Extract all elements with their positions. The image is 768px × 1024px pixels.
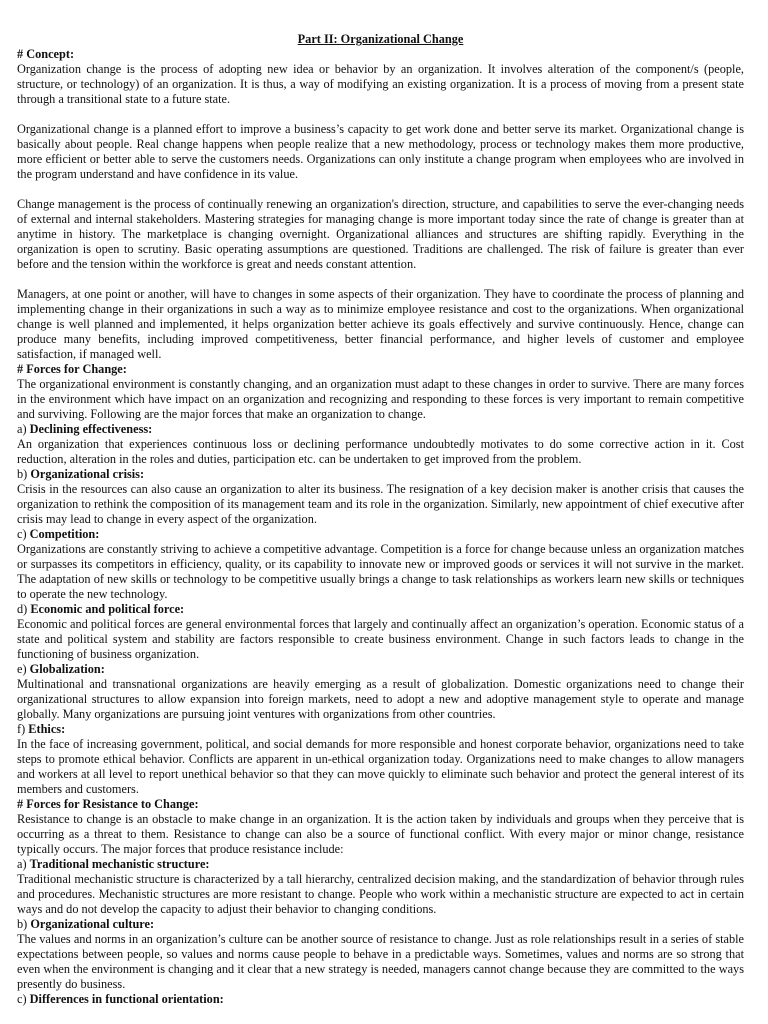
item-title: Differences in functional orientation: <box>29 992 224 1006</box>
force-d-heading <box>17 602 744 617</box>
item-letter: f) <box>17 722 26 736</box>
force-b-text: Crisis in the resources can also cause an organization to alter its business. The resignation of a key decision maker is another crisis that causes the organization to rethink the composition of its management team and its role in the organization. Similarly, new appointment of chief executive after crisis may lead to change in every aspect of the organization. <box>17 482 744 526</box>
resistance-b-heading <box>17 917 744 932</box>
concept-paragraph-1: Organization change is the process of adopting new idea or behavior by an organization. It involves alteration of the component/s (people, structure, or technology) of an organization. It is thus, a way of modifying an existing organization. It is a process of moving from a present state through a transitional state to a future state. <box>17 62 744 106</box>
force-e-text: Multinational and transnational organizations are heavily emerging as a result of globalization. Domestic organizations need to change their organizational structures to allow expansion into foreign markets, need to adopt a new and adoptive management style to operate and manage globally. Many organizations are pursuing joint ventures with organizations from other countries. <box>17 677 744 721</box>
concept-paragraph-2: Organizational change is a planned effort to improve a business’s capacity to get work done and better serve its market. Organizational change is basically about people. Real change happens when people realize that a new methodology, process or technology makes them more productive, more efficient or better able to serve the customers needs. Organizations can only institute a change program when employees who are involved in the program understand and have confidence in its value. <box>17 122 744 181</box>
concept-paragraph-3: Change management is the process of continually renewing an organization's direction, structure, and capabilities to serve the ever-changing needs of external and internal stakeholders. Mastering strategies for managing change is more important today since the rate of change is greater than at anytime in history. The marketplace is changing overnight. Organizational alliances and structures are shifting rapidly. Everything in the organization is open to scrutiny. Basic operating assumptions are questioned. Traditions are challenged. The risk of failure is greater than ever before and the tension within the workforce is great and needs constant attention. <box>17 197 744 271</box>
page-title: Part II: Organizational Change <box>297 32 464 46</box>
item-title: Organizational crisis: <box>30 467 145 481</box>
force-c-text: Organizations are constantly striving to achieve a competitive advantage. Competition is a force for change because unless an organization matches or surpasses its competitors in efficiency, quality, or its capability to innovate new or improved goods or services it will not survive in the market. The adaptation of new skills or technology to be competitive usually brings a change to task relationships as workers learn new skills or techniques to operate the new technology. <box>17 542 744 601</box>
item-title: Economic and political force: <box>30 602 185 616</box>
item-title: Globalization: <box>29 662 105 676</box>
force-c-heading <box>17 527 744 542</box>
paragraph-gap <box>17 182 744 197</box>
concept-paragraph-4: Managers, at one point or another, will have to changes in some aspects of their organization. They have to coordinate the process of planning and implementing change in their organizations in such a way as to minimize employee resistance and cost to the organizations. When organizational change is well planned and implemented, it helps organization better achieve its goals effectively and survive continuously. Hence, change can produce many benefits, including improved competitiveness, better financial performance, and higher levels of customer and employee satisfaction, if managed well. <box>17 287 744 361</box>
force-f-text: In the face of increasing government, political, and social demands for more responsible and honest corporate behavior, organizations need to take steps to promote ethical behavior. Conflicts are apparent in un-ethical organization today. Organizations need to make changes to allow managers and workers at all level to report unethical behavior so that they can move quickly to eliminate such behavior and protect the general interest of its members and customers. <box>17 737 744 796</box>
forces-heading: # Forces for Change: <box>17 362 127 376</box>
force-e-heading <box>17 662 744 677</box>
item-letter: a) <box>17 422 27 436</box>
force-a-text: An organization that experiences continuous loss or declining performance undoubtedly motivates to do some corrective action in it. Cost reduction, alteration in the roles and duties, participation etc. can be undertaken to get improved from the problem. <box>17 437 744 466</box>
force-a-heading <box>17 422 744 437</box>
resistance-a-heading <box>17 857 744 872</box>
item-letter: e) <box>17 662 27 676</box>
item-title: Ethics: <box>28 722 66 736</box>
resistance-heading: # Forces for Resistance to Change: <box>17 797 199 811</box>
force-d-text: Economic and political forces are general environmental forces that largely and continually affect an organization’s operation. Economic status of a state and political system and stability are factors responsible to create business environment. Change in such factors leads to change in the functioning of business organization. <box>17 617 744 661</box>
item-letter: a) <box>17 857 27 871</box>
force-f-heading <box>17 722 744 737</box>
item-letter: c) <box>17 992 27 1006</box>
resistance-a-text: Traditional mechanistic structure is characterized by a tall hierarchy, centralized decision making, and the standardization of behavior through rules and procedures. Mechanistic structures are more resistant to change. People who work within a mechanistic structure are expected to act in certain ways and do not develop the capacity to adjust their behavior to changing conditions. <box>17 872 744 916</box>
item-title: Competition: <box>29 527 100 541</box>
resistance-intro: Resistance to change is an obstacle to make change in an organization. It is the action taken by individuals and groups when they perceive that is occurring as a threat to them. Resistance to change can also be a source of functional conflict. With every major or minor change, resistance typically occurs. The major forces that produce resistance include: <box>17 812 744 856</box>
item-letter: c) <box>17 527 27 541</box>
paragraph-gap <box>17 272 744 287</box>
item-title: Declining effectiveness: <box>29 422 153 436</box>
forces-intro: The organizational environment is constantly changing, and an organization must adapt to these changes in order to survive. There are many forces in the environment which have impact on an organization and recognizing and responding to these forces is very important to remain competitive and surviving. Following are the major forces that make an organization to change. <box>17 377 744 421</box>
item-letter: d) <box>17 602 28 616</box>
force-b-heading <box>17 467 744 482</box>
resistance-c-heading <box>17 992 744 1007</box>
document-page <box>17 32 744 1022</box>
item-title: Organizational culture: <box>30 917 155 931</box>
item-letter: b) <box>17 467 28 481</box>
paragraph-gap <box>17 107 744 122</box>
resistance-b-text: The values and norms in an organization’s culture can be another source of resistance to change. Just as role relationships result in a series of stable expectations between people, so values and norms cause people to behave in a predictable ways. Sometimes, values and norms are so strong that even when the environment is changing and it clear that a new strategy is needed, managers cannot change because they are committed to the ways presently do business. <box>17 932 744 991</box>
item-title: Traditional mechanistic structure: <box>29 857 210 871</box>
item-letter: b) <box>17 917 28 931</box>
concept-heading: # Concept: <box>17 47 75 61</box>
